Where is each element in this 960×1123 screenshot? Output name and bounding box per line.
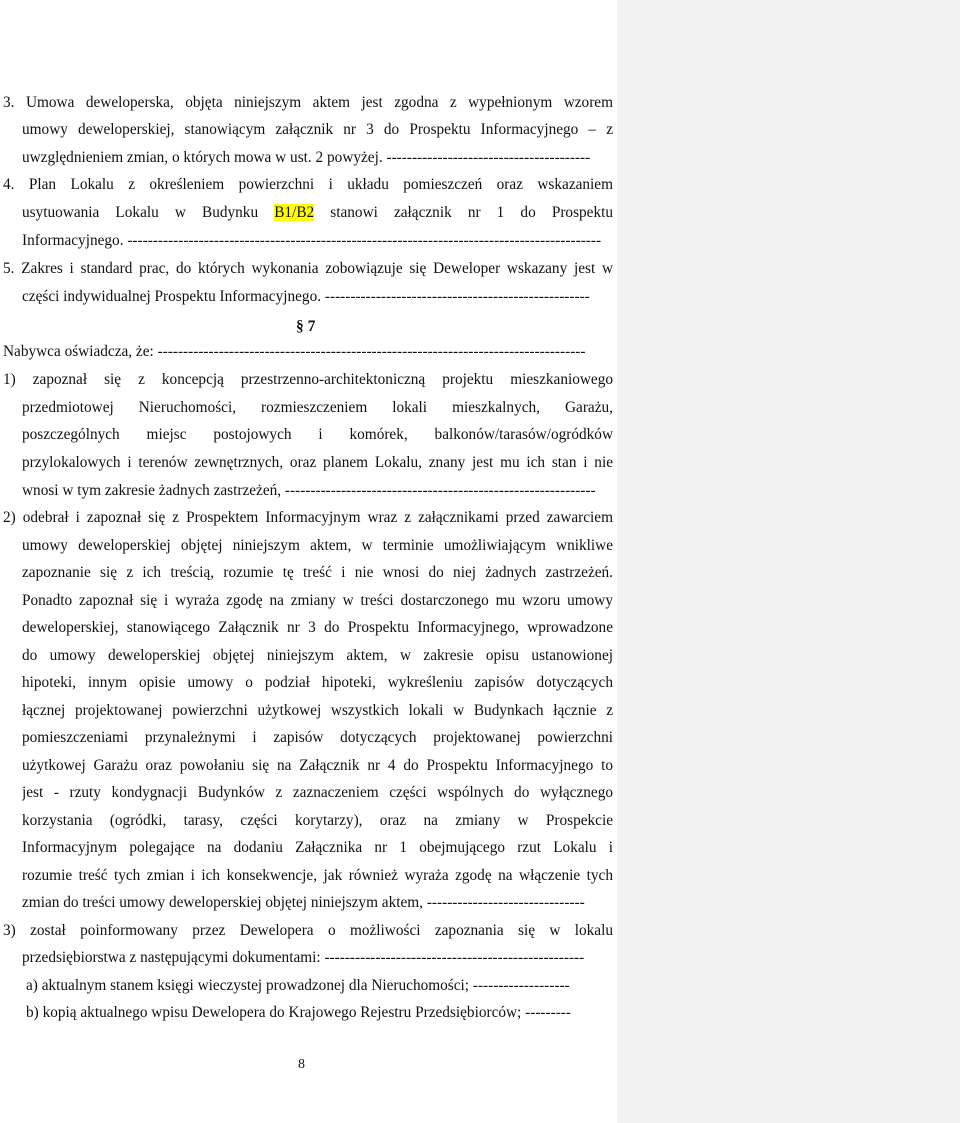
point2-line3: zapoznanie się z ich treścią, rozumie tę treść i nie wnosi do niej żadnych zastrzeżeń. [22, 564, 613, 581]
point2-line2: umowy deweloperskiej objętej niniejszym aktem, w terminie umożliwiającym wnikliwe [22, 537, 613, 554]
intro-line: Nabywca oświadcza, że: ------------------------------------------------------------------------------------ [3, 343, 586, 360]
point2-line7: hipoteki, innym opisie umowy o podział hipoteki, wykreśleniu zapisów dotyczących [22, 674, 613, 691]
item3-line1: 3. Umowa deweloperska, objęta niniejszym aktem jest zgodna z wypełnionym wzorem [3, 94, 613, 111]
item5-line1: 5. Zakres i standard prac, do których wykonania zobowiązuje się Deweloper wskazany jest w [3, 260, 613, 277]
comment-margin-pane [617, 0, 960, 1123]
item4-line2-end: stanowi załącznik nr 1 do Prospektu [330, 204, 613, 221]
point2-line11: jest - rzuty kondygnacji Budynków z zaznaczeniem części wspólnych do wyłącznego [22, 784, 613, 801]
point1-line5: wnosi w tym zakresie żadnych zastrzeżeń, ------------------------------------------------------------- [22, 482, 596, 499]
point2-line4: Ponadto zapoznał się i wyraża zgodę na zmiany w treści dostarczonego mu wzoru umowy [22, 592, 613, 609]
point1-line2: przedmiotowej Nieruchomości, rozmieszczeniem lokali mieszkalnych, Garażu, [22, 399, 613, 416]
point1-line3: poszczególnych miejsc postojowych i komórek, balkonów/tarasów/ogródków [22, 426, 613, 443]
item4-line3: Informacyjnego. --------------------------------------------------------------------------------------------- [22, 232, 602, 249]
point2-line5: deweloperskiej, stanowiącego Załącznik nr 3 do Prospektu Informacyjnego, wprowadzone [22, 619, 613, 636]
item5-line2: części indywidualnej Prospektu Informacyjnego. ---------------------------------------------------- [22, 288, 590, 305]
point2-line12: korzystania (ogródki, tarasy, części korytarzy), oraz na zmiany w Prospekcie [22, 812, 613, 829]
point1-line1: 1) zapoznał się z koncepcją przestrzenno-architektoniczną projektu mieszkaniowego [3, 371, 613, 388]
item4-line2 [22, 203, 613, 223]
building-highlight: B1/B2 [274, 204, 315, 221]
page-number: 8 [298, 1057, 305, 1072]
point3-line1: 3) został poinformowany przez Dewelopera o możliwości zapoznania się w lokalu [3, 922, 613, 939]
item4-line1: 4. Plan Lokalu z określeniem powierzchni i układu pomieszczeń oraz wskazaniem [3, 176, 613, 193]
point2-line9: pomieszczeniami przynależnymi i zapisów dotyczących projektowanej powierzchni [22, 729, 613, 746]
point1-line4: przylokalowych i terenów zewnętrznych, oraz planem Lokalu, znany jest mu ich stan i nie [22, 454, 613, 471]
section-title: § 7 [296, 318, 316, 335]
point2-line6: do umowy deweloperskiej objętej niniejszym aktem, w zakresie opisu ustanowionej [22, 647, 613, 664]
item3-line3: uwzględnieniem zmian, o których mowa w ust. 2 powyżej. ---------------------------------------- [22, 149, 591, 166]
sub-item-b: b) kopią aktualnego wpisu Dewelopera do Krajowego Rejestru Przedsiębiorców; --------- [26, 1004, 571, 1021]
point2-line1: 2) odebrał i zapoznał się z Prospektem Informacyjnym wraz z załącznikami przed zawarciem [3, 509, 613, 526]
point3-line2: przedsiębiorstwa z następującymi dokumentami: --------------------------------------------------- [22, 949, 585, 966]
point2-line13: Informacyjnym polegające na dodaniu Załącznika nr 1 obejmującego rzut Lokalu i [22, 839, 613, 856]
item4-line2-start: usytuowania Lokalu w Budynku [22, 204, 259, 221]
point2-line14: rozumie treść tych zmian i ich konsekwencje, jak również wyraża zgodę na włączenie tych [22, 867, 613, 884]
item3-line2: umowy deweloperskiej, stanowiącym załącznik nr 3 do Prospektu Informacyjnego – z [22, 121, 613, 138]
point2-line10: użytkowej Garażu oraz powołaniu się na Załącznik nr 4 do Prospektu Informacyjnego to [22, 757, 613, 774]
point2-line15: zmian do treści umowy deweloperskiej objętej niniejszym aktem, ------------------------------- [22, 894, 585, 911]
point2-line8: łącznej projektowanej powierzchni użytkowej wszystkich lokali w Budynkach łącznie z [22, 702, 613, 719]
sub-item-a: a) aktualnym stanem księgi wieczystej prowadzonej dla Nieruchomości; ------------------- [26, 977, 570, 994]
